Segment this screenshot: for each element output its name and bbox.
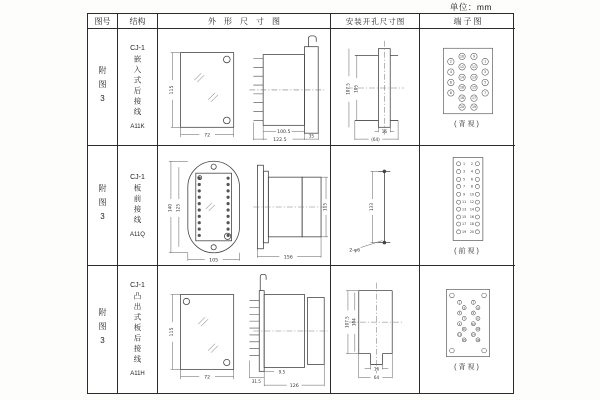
- row1-fig-no: 附图3: [98, 65, 107, 109]
- row2-dim-inner-height: 125: [175, 203, 181, 212]
- svg-text:15: 15: [462, 338, 466, 342]
- svg-text:12: 12: [475, 328, 480, 332]
- svg-text:10: 10: [471, 322, 475, 326]
- row1-structure: 嵌入式后接线: [133, 54, 142, 118]
- svg-text:1: 1: [458, 301, 460, 305]
- row1-series: CJ-1: [130, 44, 145, 52]
- row3-structure-cell: [118, 266, 158, 393]
- row3-mounting-drawing: [331, 267, 419, 393]
- svg-text:16: 16: [475, 338, 480, 342]
- svg-text:14: 14: [469, 207, 474, 212]
- svg-text:11: 11: [471, 64, 476, 69]
- svg-text:2: 2: [449, 59, 452, 64]
- svg-text:6: 6: [472, 312, 474, 316]
- svg-text:3: 3: [483, 69, 486, 74]
- row1-terminal-caption: (背视): [454, 120, 481, 128]
- row3-terminals: [449, 293, 486, 353]
- row1-dim-inner-height: 105: [353, 85, 359, 93]
- row3-fig-no: 附图3: [98, 308, 107, 351]
- svg-text:19: 19: [461, 229, 466, 234]
- svg-text:4: 4: [476, 306, 479, 310]
- svg-text:6: 6: [470, 177, 473, 182]
- svg-text:18: 18: [459, 95, 464, 100]
- row2-series: CJ-1: [130, 173, 145, 181]
- row3-structure: 凸出式板后接线: [133, 291, 142, 366]
- header-mounting: 安装开孔尺寸图: [331, 14, 420, 29]
- row3-series: CJ-1: [130, 281, 145, 289]
- row2-mounting-drawing: [331, 147, 419, 265]
- unit-label: 单位：mm: [449, 2, 492, 12]
- row1-dim-body-depth: 100.5: [277, 130, 291, 136]
- svg-text:5: 5: [462, 177, 465, 182]
- row3-terminal-caption: (背视): [454, 364, 481, 371]
- svg-text:14: 14: [459, 74, 464, 79]
- row2-fig-no-cell: [88, 146, 118, 266]
- svg-text:11: 11: [461, 200, 466, 205]
- svg-text:2: 2: [470, 161, 473, 166]
- row2-terminals: [456, 162, 479, 234]
- row1-dim-overall-width: (64): [371, 137, 380, 143]
- row3-dim-outer-height: 107.5: [344, 315, 350, 328]
- svg-text:8: 8: [470, 184, 473, 189]
- row2-terminal-drawing: [450, 155, 486, 243]
- svg-text:19: 19: [471, 104, 476, 109]
- row1-dim-slot-width: 16: [381, 129, 387, 135]
- svg-text:3: 3: [462, 169, 465, 174]
- svg-text:10: 10: [469, 192, 474, 197]
- row3-dim-front-width: 72: [204, 375, 211, 381]
- row3-dim-slot-width: 16: [373, 365, 380, 371]
- row2-structure-cell: [118, 146, 158, 266]
- svg-text:7: 7: [483, 90, 486, 95]
- svg-text:14: 14: [471, 333, 475, 337]
- svg-text:20: 20: [459, 104, 464, 109]
- spec-table: [87, 13, 514, 394]
- row2-model: A11Q: [130, 231, 145, 238]
- row3-fig-no-cell: [88, 266, 118, 393]
- svg-text:4: 4: [449, 69, 452, 74]
- svg-text:20: 20: [469, 229, 474, 234]
- svg-text:13: 13: [457, 333, 461, 337]
- svg-text:17: 17: [471, 95, 476, 100]
- row1-mounting-cell: [331, 29, 420, 146]
- row2-dim-front-width: 105: [209, 258, 219, 264]
- svg-text:13: 13: [471, 74, 476, 79]
- row1-structure-cell: [118, 29, 158, 146]
- svg-text:11: 11: [462, 328, 466, 332]
- svg-text:17: 17: [461, 222, 466, 227]
- row2-outline-drawing: [158, 147, 330, 265]
- row2-dim-front-height: 140: [167, 203, 173, 212]
- row3-model: A11H: [130, 371, 145, 378]
- svg-text:9: 9: [458, 322, 460, 326]
- header-outline: 外形尺寸图: [158, 14, 331, 29]
- row3-terminal-cell: [420, 266, 515, 393]
- row1-dim-front-height: 115: [170, 85, 176, 95]
- row1-terminal-cell: [420, 29, 515, 146]
- row1-fig-no-cell: [88, 29, 118, 146]
- row1-terminals: [447, 53, 488, 110]
- row1-dim-flange-depth: 35: [308, 133, 314, 139]
- row2-dim-total-depth: 156: [283, 255, 293, 261]
- svg-text:15: 15: [471, 85, 476, 90]
- svg-text:1: 1: [483, 59, 486, 64]
- svg-text:16: 16: [459, 85, 464, 90]
- svg-text:1: 1: [462, 161, 465, 166]
- svg-text:9: 9: [472, 53, 475, 58]
- row2-fig-no: 附图3: [98, 184, 107, 227]
- row2-terminal-cell: [420, 146, 515, 266]
- header-fig-no: 图号: [88, 14, 118, 29]
- svg-text:18: 18: [469, 222, 474, 227]
- row1-dim-outer-height: 107.5: [345, 83, 351, 95]
- svg-text:2: 2: [472, 301, 474, 305]
- row1-dim-total-depth: 122.5: [273, 138, 287, 144]
- svg-text:10: 10: [459, 53, 464, 58]
- svg-text:3: 3: [462, 306, 465, 310]
- svg-text:4: 4: [470, 169, 473, 174]
- row3-dim-overall-width: 64: [373, 374, 380, 380]
- svg-text:7: 7: [462, 184, 465, 189]
- row1-outline-drawing: [158, 29, 330, 145]
- row1-terminal-drawing: [441, 46, 495, 116]
- row3-dim-pin-depth: 31.5: [251, 378, 261, 384]
- svg-text:9: 9: [462, 192, 465, 197]
- row3-mounting-cell: [331, 266, 420, 393]
- svg-text:6: 6: [449, 80, 452, 85]
- svg-text:13: 13: [461, 207, 466, 212]
- header-terminal: 端子图: [420, 14, 515, 29]
- row2-dim-holes: 2-φ6: [349, 247, 361, 253]
- header-structure: 结构: [118, 14, 158, 29]
- row1-model: A11K: [130, 123, 145, 130]
- row1-mounting-drawing: [331, 29, 419, 145]
- row2-dim-side-height: 115: [322, 202, 328, 211]
- row1-outline-cell: [158, 29, 331, 146]
- svg-text:15: 15: [461, 215, 466, 220]
- row3-outline-cell: [158, 266, 331, 393]
- row2-dim-hole-distance: 133: [369, 202, 375, 211]
- row3-dim-inner-height: 104: [351, 317, 357, 326]
- row3-dim-front-height: 115: [170, 326, 176, 336]
- svg-text:8: 8: [449, 90, 452, 95]
- row3-terminal-drawing: [444, 287, 492, 359]
- row2-terminal-caption: (前视): [454, 248, 481, 255]
- svg-text:8: 8: [476, 317, 479, 321]
- svg-text:12: 12: [469, 200, 474, 205]
- svg-text:5: 5: [483, 80, 486, 85]
- row2-structure: 板前接线: [133, 183, 142, 226]
- row1-dim-front-width: 72: [204, 133, 211, 139]
- svg-text:12: 12: [459, 64, 464, 69]
- svg-text:5: 5: [458, 312, 460, 316]
- row3-dim-body-depth: 126: [289, 383, 299, 389]
- row3-dim-step-depth: 9.5: [278, 368, 286, 374]
- svg-text:7: 7: [462, 317, 465, 321]
- row2-outline-cell: [158, 146, 331, 266]
- row3-outline-drawing: [158, 267, 330, 393]
- row2-mounting-cell: [331, 146, 420, 266]
- svg-text:16: 16: [469, 215, 474, 220]
